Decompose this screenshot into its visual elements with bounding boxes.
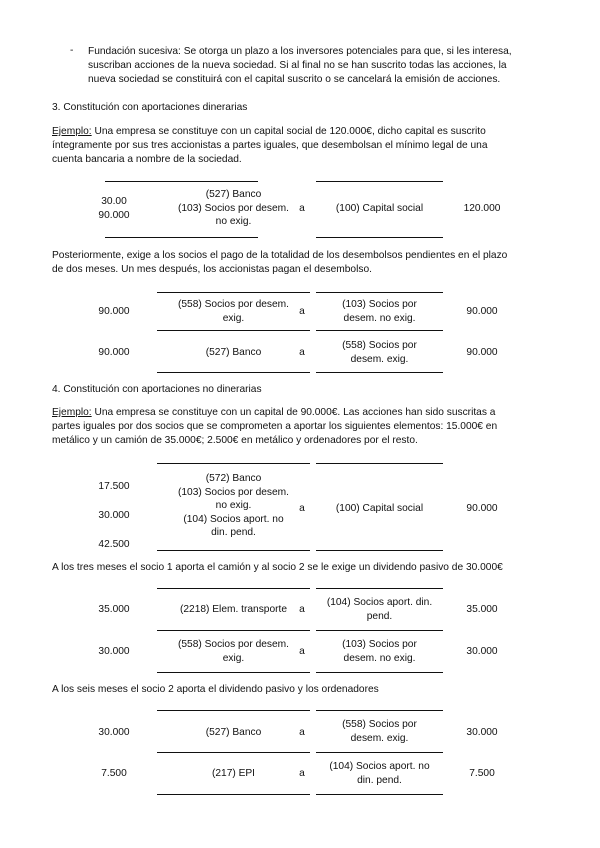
entry-debit: (2218) Elem. transporte [179, 604, 288, 615]
debit-line: (527) Banco [205, 189, 262, 200]
entry-debit: (527) Banco [205, 727, 262, 738]
entry-rule [316, 630, 443, 631]
example-label: Ejemplo: [52, 407, 92, 418]
amount: 30.000 [98, 510, 130, 521]
entry-total: 30.000 [466, 646, 498, 657]
entry-rule [316, 550, 443, 551]
entry-credit: (100) Capital social [335, 503, 424, 514]
debit-line: (572) Banco [205, 473, 262, 484]
section-4-heading: 4. Constitución con aportaciones no dinerarias [52, 384, 262, 395]
example-text: Una empresa se constituye con un capital social de 120.000€, dicho capital es suscrito [91, 126, 486, 137]
entry-rule [105, 181, 258, 182]
entry-credit [316, 718, 443, 745]
entry-credit [316, 596, 443, 623]
entry-total: 90.000 [466, 347, 498, 358]
entry-rule [316, 710, 443, 711]
entry-debit [157, 472, 310, 540]
example-label: Ejemplo: [52, 126, 92, 137]
entry-total: 90.000 [466, 503, 498, 514]
credit-line: (558) Socios por [342, 340, 417, 351]
entry-credit: (100) Capital social [335, 203, 424, 214]
entry-rule [316, 372, 443, 373]
debit-line: exig. [222, 312, 245, 324]
entry-rule [157, 372, 310, 373]
debit-line: no exig. [215, 216, 252, 227]
credit-line: din. pend. [357, 774, 402, 786]
example-line: cuenta bancaria a nombre de la sociedad. [52, 154, 242, 166]
example-line: metálico y un camión de 35.000€; 2.500€ en metálico y ordenadores por el resto. [52, 435, 418, 447]
entry-credit [316, 339, 443, 366]
debit-line: exig. [222, 652, 245, 664]
entry-a: a [299, 503, 305, 514]
bullet-dash: - [70, 45, 74, 56]
entry-total: 120.000 [463, 203, 501, 214]
entry-a: a [299, 727, 305, 738]
amount: 42.500 [98, 539, 130, 550]
credit-line: (103) Socios por [342, 639, 417, 650]
entry-rule [316, 330, 443, 331]
entry-rule [157, 672, 310, 673]
entry-rule [316, 181, 443, 182]
bullet-line: suscriban acciones de la nueva sociedad. Si al final no se han suscrito todas las acciones, la [88, 60, 507, 72]
entry-total: 35.000 [466, 604, 498, 615]
credit-line: (104) Socios aport. no [329, 761, 430, 772]
entry-a: a [299, 768, 305, 779]
entry-amount: 7.500 [101, 768, 127, 779]
example-text: Una empresa se constituye con un capital de 90.000€. Las acciones han sido suscritas a [91, 407, 496, 418]
entry-rule [316, 672, 443, 673]
amount: 30.00 [101, 196, 127, 207]
entry-rule [316, 292, 443, 293]
entry-amount: 35.000 [98, 604, 130, 615]
entry-rule [157, 752, 310, 753]
entry-a: a [299, 604, 305, 615]
bullet-paragraph [88, 45, 548, 88]
entry-rule [316, 463, 443, 464]
entry-rule [157, 330, 310, 331]
entry-rule [105, 237, 258, 238]
entry-rule [316, 794, 443, 795]
example-line: partes iguales por dos socios que se comprometen a aportar los siguientes elementos: 15.000€ en [52, 421, 498, 433]
section-3-followup [52, 249, 548, 277]
entry-amount: 90.000 [98, 306, 130, 317]
entry-rule [157, 463, 310, 464]
entry-debit [157, 638, 310, 665]
entry-a: a [299, 347, 305, 358]
entry-rule [157, 630, 310, 631]
followup-line: de dos meses. Un mes después, los accionistas pagan el desembolso. [52, 264, 372, 276]
credit-line: (558) Socios por [342, 719, 417, 730]
entry-total: 30.000 [466, 727, 498, 738]
entry-credit [316, 760, 443, 787]
entry-debit: (527) Banco [205, 347, 262, 358]
entry-rule [157, 710, 310, 711]
section-3-heading: 3. Constitución con aportaciones dinerarias [52, 102, 248, 113]
followup-line: Posteriormente, exige a los socios el pago de la totalidad de los desembolsos pendientes en el plazo [52, 250, 508, 261]
amount: 17.500 [98, 481, 130, 492]
entry-rule [157, 292, 310, 293]
debit-line: no exig. [215, 500, 252, 511]
entry-rule [157, 550, 310, 551]
entry-rule [316, 588, 443, 589]
section-4-example [52, 406, 548, 449]
credit-line: desem. no exig. [343, 312, 416, 324]
amount: 90.000 [98, 209, 130, 221]
entry-debit [157, 188, 310, 229]
credit-line: (104) Socios aport. din. [326, 597, 433, 608]
entry-rule [316, 752, 443, 753]
example-line [52, 125, 548, 139]
debit-line: (104) Socios aport. no [183, 513, 284, 525]
debit-line: (558) Socios por desem. [178, 639, 289, 650]
entry-a: a [299, 646, 305, 657]
example-line [52, 406, 548, 420]
entry-a: a [299, 306, 305, 317]
entry-rule [316, 237, 443, 238]
entry-rule [157, 794, 310, 795]
entry-a: a [299, 203, 305, 214]
entry-debit [157, 298, 310, 325]
entry-debit: (217) EPI [211, 768, 256, 779]
credit-line: pend. [366, 610, 393, 622]
debit-line: (558) Socios por desem. [178, 299, 289, 310]
entry-amount: 30.000 [98, 646, 130, 657]
note-1: A los tres meses el socio 1 aporta el camión y al socio 2 se le exige un dividendo pasivo de 30.000€ [52, 562, 503, 573]
entry-rule [157, 588, 310, 589]
entry-credit [316, 298, 443, 325]
debit-line: (103) Socios por desem. [178, 486, 289, 498]
bullet-line: nueva sociedad se constituirá con el capital suscrito o se cancelará la emisión de acciones. [88, 74, 501, 86]
entry-total: 90.000 [466, 306, 498, 317]
section-3-example [52, 125, 548, 168]
credit-line: desem. exig. [350, 732, 409, 744]
debit-line: (103) Socios por desem. [178, 202, 289, 214]
bullet-line: Fundación sucesiva: Se otorga un plazo a los inversores potenciales para que, si les interesa, [88, 46, 512, 57]
credit-line: (103) Socios por [342, 299, 417, 310]
debit-line: din. pend. [211, 527, 256, 538]
entry-total: 7.500 [469, 768, 495, 779]
example-line: íntegramente por sus tres accionistas a partes iguales, que desembolsan el mínimo legal de una [52, 140, 488, 152]
note-2: A los seis meses el socio 2 aporta el dividendo pasivo y los ordenadores [52, 684, 379, 695]
entry-amount: 30.000 [98, 727, 130, 738]
entry-credit [316, 638, 443, 665]
credit-line: desem. exig. [350, 353, 409, 365]
entry-amount: 90.000 [98, 347, 130, 358]
credit-line: desem. no exig. [343, 652, 416, 664]
